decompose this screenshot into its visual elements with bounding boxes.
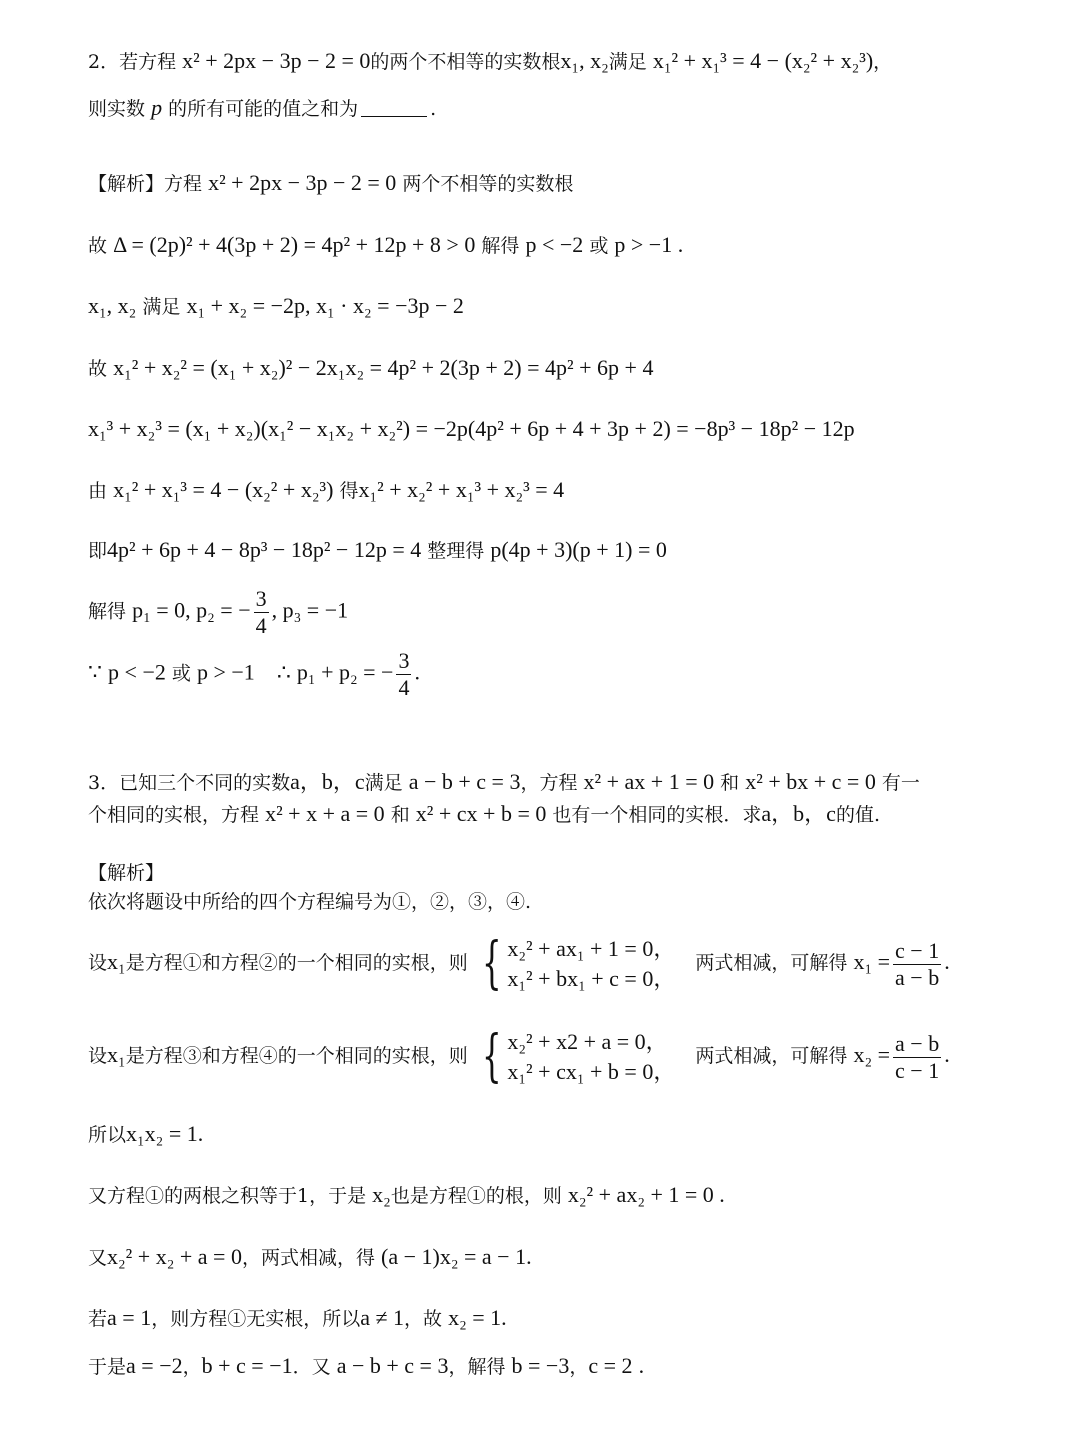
text: .: [414, 659, 420, 685]
text: 解得: [481, 235, 520, 257]
text: 由: [88, 480, 108, 502]
text: ，: [873, 51, 893, 73]
problem-2-line-1: [88, 50, 892, 72]
system-equation: x₁² + bx₁ + c = 0，: [507, 966, 676, 991]
system-rows: [507, 938, 675, 990]
numerator: 3: [255, 586, 267, 611]
text: 有一: [881, 772, 920, 794]
text: 依次将题设中所给的四个方程编号为①，②，③，④.: [88, 891, 532, 913]
equation: a − b + c = 3: [336, 1353, 449, 1378]
solution-2-line-1: [88, 172, 573, 194]
equation: x² + x + a = 0: [265, 801, 385, 826]
solution-2-line-8: [88, 588, 348, 637]
text: 或: [171, 662, 191, 685]
equation: x₂² + ax₂ + 1 = 0 .: [567, 1182, 725, 1207]
equation: p(4p + 3)(p + 1) = 0: [490, 537, 667, 562]
solution-2-line-7: [88, 539, 667, 561]
text: ，解得: [448, 1356, 506, 1378]
text: ，两式相减，得: [241, 1247, 375, 1269]
numerator: a − b: [895, 1030, 940, 1056]
fraction: [254, 588, 269, 637]
text: 则实数: [88, 98, 146, 120]
system-equation: x₂² + ax₁ + 1 = 0，: [507, 936, 676, 961]
text: 得: [339, 480, 359, 502]
solution-3-line-3: [88, 1024, 950, 1089]
solution-3-line-4: [88, 1123, 203, 1145]
equation: , p₃ = −1: [271, 597, 349, 623]
solution-2-line-6: [88, 479, 564, 501]
text: 满足: [364, 772, 403, 794]
roots: x₁, x₂: [88, 293, 137, 318]
equation: x² + cx + b = 0: [415, 801, 547, 826]
condition: p < −2: [525, 232, 584, 257]
text: 即: [88, 540, 108, 562]
equation: x₁ =: [853, 949, 891, 974]
equation: x₁² + x₂² + x₁³ + x₂³ = 4: [358, 477, 565, 502]
text: 又: [88, 1247, 108, 1269]
condition: p < −2: [108, 659, 166, 685]
system-equation: x₂² + x2 + a = 0，: [507, 1029, 668, 1054]
equation: x₂² + x₂ + a = 0: [107, 1244, 242, 1269]
text: 满足: [142, 296, 181, 318]
condition: p > −1 .: [614, 232, 684, 257]
equation: c = 2: [588, 1353, 633, 1378]
equation: x² + 2px − 3p − 2 = 0: [208, 170, 397, 195]
solution-2-line-4: [88, 357, 653, 379]
text: 于是: [88, 1356, 127, 1378]
solution-tag: 【解析】: [88, 862, 165, 884]
text: 和: [720, 772, 740, 794]
text: ，方程: [520, 772, 578, 794]
equation: x₁² + x₁³ = 4 − (x₂² + x₂³): [113, 477, 334, 502]
denominator: c − 1: [895, 1057, 940, 1083]
equation: b + c = −1: [201, 1353, 293, 1378]
text: 设: [88, 1045, 108, 1067]
text: 若: [88, 1308, 108, 1330]
solution-2-line-3: [88, 295, 464, 317]
text: .: [944, 949, 950, 974]
denominator: 4: [398, 675, 410, 700]
text: 是方程①和方程②的一个相同的实根，则: [125, 952, 468, 974]
text: 整理得: [427, 540, 485, 562]
condition: p > −1: [196, 659, 255, 685]
variable: x₁: [107, 949, 126, 974]
solution-tag: 【解析】: [88, 173, 165, 195]
text: 方程: [164, 173, 203, 195]
therefore-symbol: ∴: [276, 659, 291, 685]
text: 所以: [88, 1124, 127, 1146]
fraction: [893, 937, 941, 990]
text: 故: [88, 358, 108, 380]
text: 设: [88, 952, 108, 974]
problem-number: 3．: [88, 772, 120, 794]
text: 也是方程①的根，则: [390, 1185, 562, 1207]
solution-2-line-5: [88, 418, 855, 440]
text: 的两个不相等的实数根: [370, 51, 561, 73]
condition-equation: x₁² + x₁³ = 4 − (x₂² + x₂³): [652, 48, 874, 73]
solution-3-tag-line: [88, 864, 164, 883]
text: ，: [569, 1356, 589, 1378]
text: 两式相减，可解得: [695, 1045, 848, 1067]
solution-2-line-2: [88, 234, 683, 256]
text: 或: [589, 235, 609, 257]
text: 故: [88, 235, 108, 257]
solution-3-line-8: [88, 1355, 644, 1377]
equation: x² + bx + c = 0: [745, 769, 876, 794]
text: .: [197, 1121, 204, 1146]
text: ，则方程①无实根，所以: [151, 1308, 361, 1330]
text: 的值.: [835, 804, 880, 826]
text: 和: [390, 804, 410, 826]
equation: x² + 2px − 3p − 2 = 0: [182, 48, 371, 73]
equation: x₂ = 1.: [448, 1305, 507, 1330]
solution-2-line-9: [88, 650, 420, 699]
problem-3-line-2: [88, 803, 880, 825]
text: 又方程①的两根之积等于1，于是: [88, 1185, 367, 1207]
answer-blank: [361, 116, 427, 117]
numerator: 3: [398, 648, 410, 673]
equation: p₁ + p₂ = −: [296, 659, 394, 685]
text: .: [638, 1353, 645, 1378]
variables: a，b，c: [761, 801, 836, 826]
fraction: [893, 1030, 941, 1083]
equation: p₁ = 0, p₂ = −: [132, 597, 251, 623]
brace: {: [481, 1024, 502, 1089]
equation: x₁³ + x₂³ = (x₁ + x₂)(x₁² − x₁x₂ + x₂²) = −2p(4p² + 6p + 4 + 3p + 2) = −8p³ − 18p² − 12p: [88, 416, 855, 441]
text: ，: [182, 1356, 202, 1378]
variable: x₁: [107, 1042, 126, 1067]
text: 满足: [608, 51, 647, 73]
equation: (a − 1)x₂ = a − 1.: [381, 1244, 532, 1269]
equation: x₁² + x₂² = (x₁ + x₂)² − 2x₁x₂ = 4p² + 2(3p + 2) = 4p² + 6p + 4: [113, 355, 654, 380]
variables: a，b，c: [290, 769, 365, 794]
equation: x₁x₂ = 1: [126, 1121, 198, 1146]
problem-2-line-2: [88, 97, 436, 119]
solution-3-line-6: [88, 1246, 532, 1268]
fraction: [396, 650, 411, 699]
system-equation: x₁² + cx₁ + b = 0，: [507, 1059, 676, 1084]
discriminant: Δ = (2p)² + 4(3p + 2) = 4p² + 12p + 8 > 0: [113, 232, 476, 257]
text: 也有一个相同的实根．求: [552, 804, 762, 826]
denominator: a − b: [895, 964, 940, 990]
text: 解得: [88, 600, 127, 623]
text: 个相同的实根，方程: [88, 804, 260, 826]
text: ．又: [292, 1356, 331, 1378]
equation: a ≠ 1: [360, 1305, 405, 1330]
roots: x₁, x₂: [560, 48, 609, 73]
variable: x₂: [372, 1182, 391, 1207]
equation-system: [474, 931, 676, 996]
equation: x₂ =: [853, 1042, 891, 1067]
vieta: x₁ + x₂ = −2p, x₁ · x₂ = −3p − 2: [186, 293, 464, 318]
solution-3-line-5: [88, 1184, 725, 1206]
problem-number: 2．: [88, 51, 120, 73]
because-symbol: ∵: [88, 659, 102, 685]
text: 的所有可能的值之和为: [168, 98, 359, 120]
solution-3-line-1: [88, 893, 531, 912]
equation-system: [474, 1024, 676, 1089]
numerator: c − 1: [895, 937, 940, 963]
brace: {: [481, 931, 502, 996]
solution-3-line-7: [88, 1307, 507, 1329]
equation: a − b + c = 3: [408, 769, 521, 794]
text: 两个不相等的实数根: [402, 173, 574, 195]
equation: a = 1: [107, 1305, 152, 1330]
denominator: 4: [255, 613, 267, 638]
equation: a = −2: [126, 1353, 183, 1378]
equation: x² + ax + 1 = 0: [583, 769, 715, 794]
equation: 4p² + 6p + 4 − 8p³ − 18p² − 12p = 4: [107, 537, 422, 562]
text: 已知三个不同的实数: [119, 772, 291, 794]
equation: b = −3: [511, 1353, 570, 1378]
text: 两式相减，可解得: [695, 952, 848, 974]
solution-3-line-2: [88, 931, 950, 996]
problem-3-line-1: [88, 771, 920, 793]
text: .: [944, 1042, 950, 1067]
variable: p: [151, 95, 163, 120]
text: 若方程: [119, 51, 177, 73]
text: .: [430, 98, 437, 120]
system-rows: [507, 1031, 675, 1083]
text: 是方程③和方程④的一个相同的实根，则: [125, 1045, 468, 1067]
text: ，故: [404, 1308, 443, 1330]
